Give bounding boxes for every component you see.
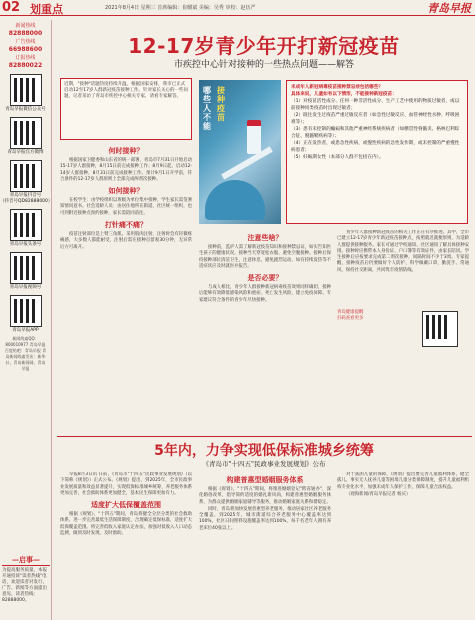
qr-label: 青岛早报官方微博 <box>7 150 44 155</box>
answer-4: 接种前，监护人需了解新冠疫苗知识和接种禁忌证，如实告知医生孩子的健康状况。接种当天穿宽松衣服，避免空腹接种。接种后保持接种部位清洁卫生，注意休息，避免剧烈运动，如有持续发热等不适症状应及时就医并报告。 <box>199 245 331 269</box>
headline: 12-17岁青少年开打新冠疫苗 <box>128 34 400 58</box>
sidebar <box>0 20 52 620</box>
vaccine-photo <box>199 80 281 224</box>
article1-col2 <box>199 230 331 434</box>
notice-box <box>2 555 50 604</box>
intro-box: 近期，"接种"话题热度持续升温。根据国家安排，我市已正式启动12至17岁人群新冠疫苗接种工作。针对家长关心的一些问题，记者采访了青岛市疾控中心相关专家，请看专家解答。 <box>60 78 192 140</box>
header-meta: 2021年8月4日 星期三 首席编辑：崔麒斌 美编：吴秀 审校：赵伍严 <box>105 5 256 11</box>
question-heading-4: 注意些啥？ <box>247 233 283 242</box>
infobox-item: （3）患有未控制的癫痫和其他严重神经系统疾病者（如横贯性脊髓炎、格林巴利综合征、脱髓鞘疾病等）； <box>291 127 460 139</box>
article2-para-1: 根据《规划》，"十四五"期间，青岛将健全分层分类的社会救助体系，进一步完善最低生活保障制度，合理确定低保标准，适度扩大低保覆盖范围。将完善低收入家庭认定办法，加强对低收入人口动态监测，做到及时发现、及时救助。 <box>60 512 192 537</box>
glove-hand-icon <box>205 180 265 220</box>
article1-col3 <box>337 230 469 306</box>
qr-sublabel: （抖音号QD82888000） <box>0 199 53 204</box>
article2-col1 <box>60 472 192 618</box>
article2-subheading-1: 适度扩大低保覆盖范围 <box>91 500 161 510</box>
question-heading-5: 是否必要？ <box>247 273 283 283</box>
infobox-item: （4）正在发热者，或患急性疾病，或慢性疾病的急性发作期，或未控制的严重慢性病患者； <box>291 141 460 153</box>
qr-code-icon <box>422 311 458 347</box>
hotline-block <box>0 20 51 70</box>
answer-1: 根据国家卫健委和山东省的统一部署，青岛市7月31日开始启动15-17岁人群接种，8月15日前完成接种工作；8月9日起，启动12-14岁人群接种，8月31日前完成接种工作。预计9月1日开学前，符合条件的12-17岁人群原则上全部完成两剂次接种。 <box>60 158 192 182</box>
infobox-item: （5）妊娠期女性（本部分人群不包括在内）。 <box>291 155 384 160</box>
question-heading-3: 打针痛不痛？ <box>105 220 147 230</box>
page-number: 02 <box>2 0 21 15</box>
hotline-number-3: 82880022 <box>8 62 43 69</box>
question-heading-1: 何时接种？ <box>108 146 144 155</box>
infobox-intro: 具体来说，儿童如有以下情形，不能接种新冠疫苗： <box>291 92 397 97</box>
ad-title: 广告热线 <box>15 39 36 45</box>
qr-code-icon <box>10 295 42 327</box>
qr-block-5[interactable] <box>0 295 51 334</box>
question-heading-2: 如何接种？ <box>108 186 144 196</box>
answer-5: 与成人相比，青少年人群接种新冠病毒疫苗效果同样确切，接种后能够有效降低感染风险和重症、死亡发生风险，建立免疫屏障。专家建议符合条件的青少年尽快接种。 <box>199 285 331 303</box>
article1-col1 <box>60 143 192 435</box>
newspaper-logo: 青岛早报 <box>427 2 471 15</box>
hotline-number-1: 82888000 <box>8 30 43 37</box>
photo-title-2: 接种疫苗 <box>217 86 225 122</box>
article2-subheading-2: 构建普惠型婚姻服务体系 <box>226 475 304 484</box>
answer-2: 在校学生：由学校组织以班级为单位集中接种，学生家长需签署知情同意书。社会适龄人员：由居住地所在街道、社区统一组织，也可到附近接种点预约接种，家长需陪同前往。 <box>60 198 192 216</box>
contraindication-box <box>286 80 468 224</box>
article2-intro: 早报8月3日讯 日前，《青岛市"十四五"民政事业发展规划》（以下简称《规划》）正式公布。《规划》提出，到2025年，全市民政事业发展质量和效益显著提升，实现低保标准城乡统筹，养老服务体系更加完善，社会救助体系更加健全，基本民生保障更加有力。 <box>60 472 192 496</box>
qr-label: 青岛早报视频号 <box>9 285 42 290</box>
article2-byline: （观海新闻/青岛早报记者 杨庆） <box>346 491 411 497</box>
qr-caption-2: 扫码查看更多 <box>337 316 364 322</box>
section-title: 划重点 <box>30 3 63 16</box>
article2-para-2: 根据《规划》，"十四五"期间，将推进婚姻登记"跨省通办"，深化婚俗改革，倡导简约适度的婚礼新风尚，构建普惠型婚姻服务体系，为群众提供婚姻家庭辅导等服务，推动婚姻家庭关系和谐稳定。 <box>199 487 331 505</box>
article2-headline: 5年内，力争实现低保标准城乡统筹 <box>154 443 374 459</box>
notice-title: —启事— <box>2 555 50 566</box>
qr-block-1[interactable] <box>0 117 51 156</box>
page-header <box>0 0 475 16</box>
infobox-item: （2）既往发生过疫苗严重过敏反应者（如急性过敏反应、血管神经性水肿、呼吸困难等）； <box>291 113 460 125</box>
infobox-item: （1）对疫苗活性成分、任何一种非活性成分、生产工艺中使用的物质过敏者，或以前接种同类疫苗时出现过敏者； <box>291 99 460 111</box>
hotline-title: 新闻热线 <box>15 23 36 29</box>
qr-label: 青岛早报微信公众号 <box>5 107 46 112</box>
health-qr-block[interactable] <box>412 307 468 348</box>
qr-caption <box>337 310 409 380</box>
qr-caption-1: 青岛健康提醒 <box>337 310 364 315</box>
article2-para-3: 同时，青岛将加快发展普惠型养老服务，推动居家社区养老服务全覆盖，到2025年，城市街道综合养老服务中心覆盖率达到100%，社区日间照料设施覆盖率达到100%，每千名老年人拥有养老床位40张以上。 <box>199 506 331 531</box>
contact-info: 新闻线索QQ：800010977 青岛早报百度贴吧：青岛早报 青岛新闻线索发布：新华社、青岛新闻网、青岛早报 <box>4 336 47 371</box>
subheadline: 市疾控中心针对接种的一些热点问题——解答 <box>173 60 354 70</box>
answer-3: 疫苗注射部位是上臂三角肌，采用肌肉注射，注射时会有轻微疼痛感，大多数人都能耐受，注射后需在接种点留观30分钟，无异常后方可离开。 <box>60 232 192 250</box>
qr-block-3[interactable] <box>0 209 51 248</box>
qr-block-0[interactable] <box>0 74 51 113</box>
qr-code-icon <box>10 252 42 284</box>
article2-subheadline: 《青岛市"十四五"民政事业发展规划》公布 <box>202 460 326 468</box>
qr-block-2[interactable] <box>0 160 51 205</box>
qr-label: 青岛早报抖音号 <box>9 193 42 198</box>
qr-label: 青岛早报APP <box>12 328 39 333</box>
photo-title-1: 哪些人不能 <box>203 86 211 131</box>
hotline-number-2: 66988600 <box>8 46 43 53</box>
vaccine-vial-icon <box>247 120 261 154</box>
sub-title: 订报热线 <box>15 55 36 61</box>
section-divider <box>57 436 472 437</box>
answer-right: 青少年人群接种新冠疫苗的相关工作正在有序推进。其中，全市已建立12-17岁青少年新冠疫苗接种点，按照就近就便原则，为适龄人群提供接种服务。家长可通过学校通知、社区通知了解具体接种安排。接种时应携带本人身份证、户口簿等有效证件，由家长陪同。学生接种后应按要求完成第二剂次接种，间隔时间不少于3周。专家提醒，接种疫苗后仍要做好个人防护，科学佩戴口罩，勤洗手、常通风，保持社交距离，共同筑牢疫情防线。 <box>337 230 469 273</box>
article2-col3 <box>337 472 469 618</box>
qr-block-4[interactable] <box>0 252 51 291</box>
qr-code-icon <box>10 160 42 192</box>
article2-para-4: 对于孤困儿童的保障，《规划》提出要完善儿童福利体系，健全孤儿、事实无人抚养儿童等困境儿童分类保障制度，提升儿童福利机构专业化水平，加强未成年人保护工作，保障儿童合法权益。 <box>337 472 469 490</box>
article2-col2 <box>199 472 331 618</box>
qr-code-icon <box>10 117 42 149</box>
notice-text: 为提高服务质量，本报开通投诉"读者热线"电话，欢迎读者对发行、广告、新闻等方面提出意见。读者热线：82888000。 <box>2 568 47 603</box>
qr-code-icon <box>10 74 42 106</box>
qr-code-icon <box>10 209 42 241</box>
infobox-title: 未成年人新冠病毒疫苗接种禁忌症包括哪些？ <box>291 85 383 90</box>
qr-label: 青岛早报头条号 <box>9 242 42 247</box>
